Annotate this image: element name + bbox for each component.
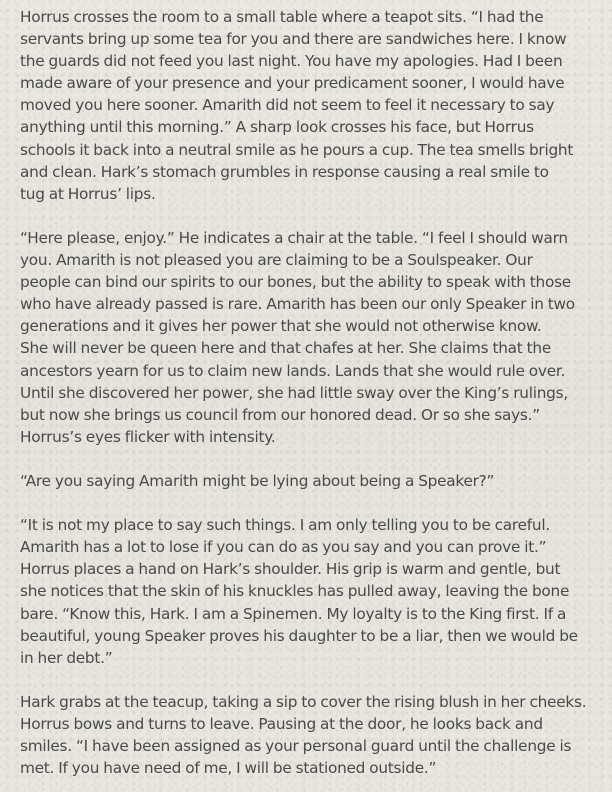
book-page	[20, 6, 600, 779]
text-line: Amarith has a lot to lose if you can do as you say and you can prove it.”	[20, 538, 547, 557]
text-line: beautiful, young Speaker proves his daughter to be a liar, then we would be	[20, 626, 578, 645]
text-line: generations and it gives her power that she would not otherwise know.	[20, 317, 542, 336]
text-line: Horrus bows and turns to leave. Pausing at the door, he looks back and	[20, 715, 543, 733]
text-line: tug at Horrus’ lips.	[20, 184, 156, 203]
text-line: She will never be queen here and that chafes at her. She claims that the	[20, 339, 551, 358]
text-line: Horrus places a hand on Hark’s shoulder. His grip is warm and gentle, but	[20, 560, 561, 579]
text-line: people can bind our spirits to our bones, but the ability to speak with those	[20, 273, 571, 292]
paragraph-5	[20, 691, 600, 779]
text-line: you. Amarith is not pleased you are claiming to be a Soulspeaker. Our	[20, 251, 533, 270]
text-line: who have already passed is rare. Amarith has been our only Speaker in two	[20, 295, 575, 314]
text-line: she notices that the skin of his knuckles has pulled away, leaving the bone	[20, 582, 570, 601]
text-line: met. If you have need of me, I will be stationed outside.”	[20, 759, 437, 778]
paragraph-1	[20, 6, 600, 205]
text-line: anything until this morning.” A sharp look crosses his face, but Horrus	[20, 118, 534, 137]
text-line: the guards did not feed you last night. You have my apologies. Had I been	[20, 52, 563, 71]
text-line: “Here please, enjoy.” He indicates a chair at the table. “I feel I should warn	[20, 228, 568, 247]
text-line: Hark grabs at the teacup, taking a sip to cover the rising blush in her cheeks.	[20, 692, 587, 711]
text-line: ancestors yearn for us to claim new lands. Lands that she would rule over.	[20, 361, 566, 380]
text-line: made aware of your presence and your predicament sooner, I would have	[20, 74, 565, 93]
text-line: Horrus’s eyes flicker with intensity.	[20, 427, 276, 446]
text-line: but now she brings us council from our honored dead. Or so she says.”	[20, 405, 540, 424]
text-line: in her debt.”	[20, 648, 113, 667]
text-line: schools it back into a neutral smile as he pours a cup. The tea smells bright	[20, 140, 574, 159]
text-line: Until she discovered her power, she had little sway over the King’s rulings,	[20, 383, 568, 402]
paragraph-2	[20, 227, 600, 448]
text-line: and clean. Hark’s stomach grumbles in response causing a real smile to	[20, 162, 549, 181]
text-line: “It is not my place to say such things. I am only telling you to be careful.	[20, 516, 550, 535]
text-line: servants bring up some tea for you and there are sandwiches here. I know	[20, 30, 567, 49]
paragraph-4	[20, 514, 600, 669]
text-line: Horrus crosses the room to a small table where a teapot sits. “I had the	[20, 8, 544, 26]
text-line: moved you here sooner. Amarith did not seem to feel it necessary to say	[20, 96, 555, 115]
paragraph-3	[20, 470, 600, 492]
text-line: smiles. “I have been assigned as your personal guard until the challenge is	[20, 737, 572, 756]
text-line: “Are you saying Amarith might be lying about being a Speaker?”	[20, 471, 495, 490]
text-line: bare. “Know this, Hark. I am a Spinemen. My loyalty is to the King first. If a	[20, 604, 567, 623]
